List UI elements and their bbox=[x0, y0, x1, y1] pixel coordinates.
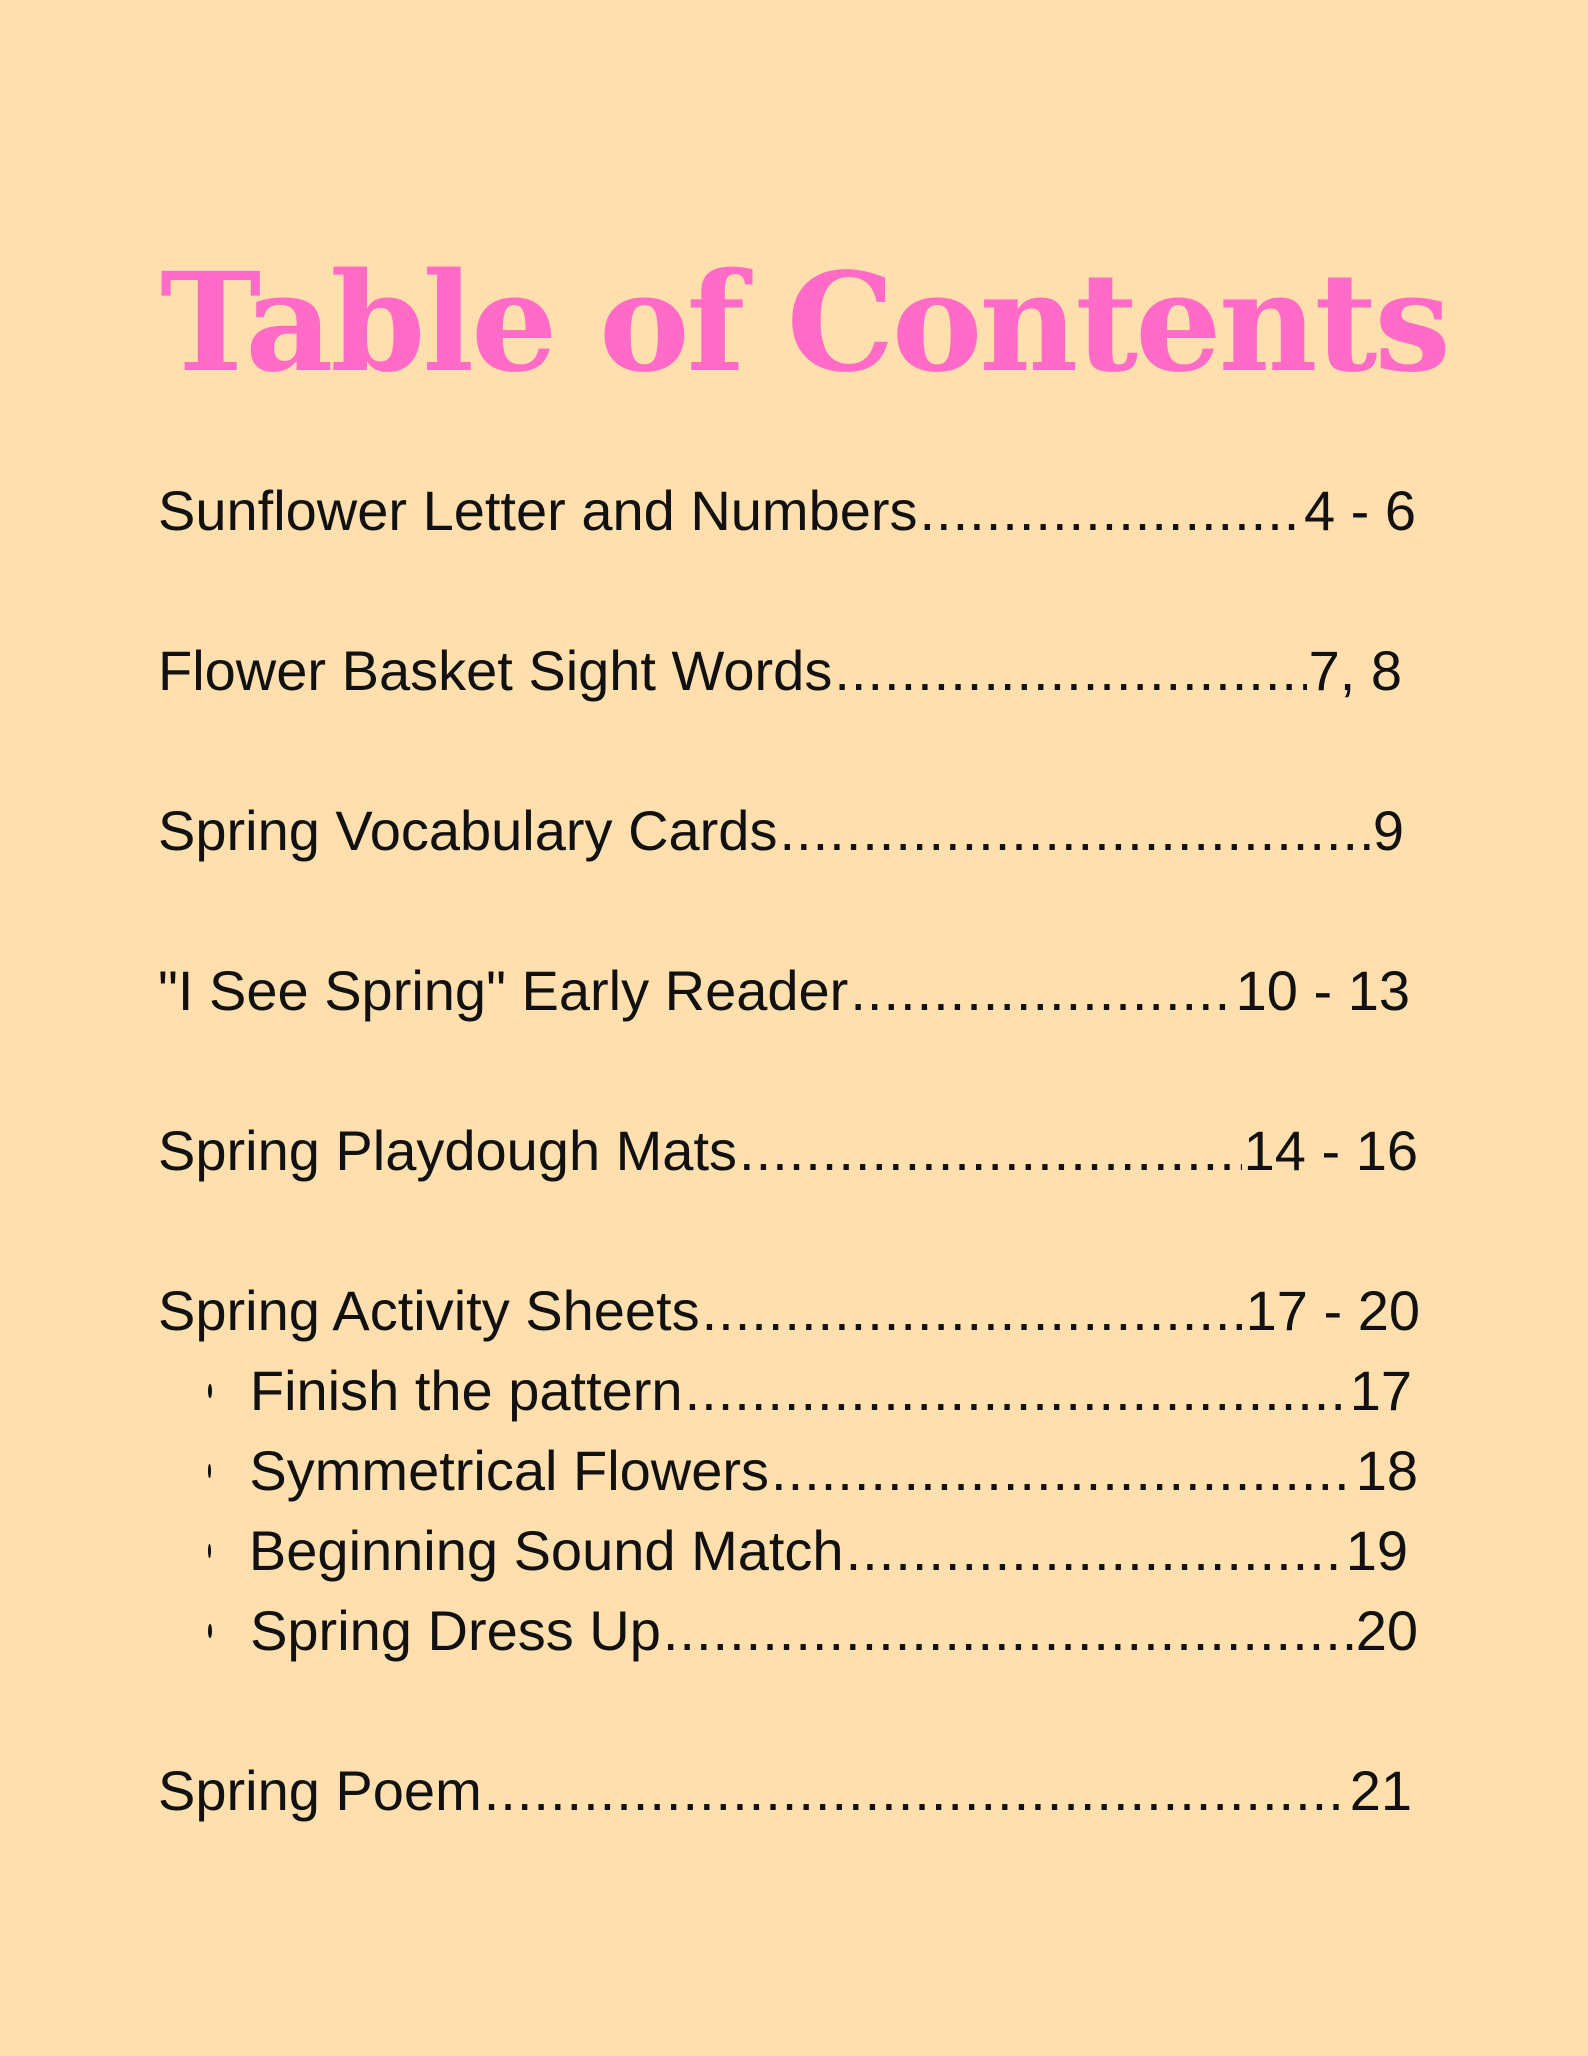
toc-entry bbox=[158, 1756, 1412, 1826]
toc-subentry bbox=[208, 1596, 1418, 1666]
toc-subentry-label: Beginning Sound Match bbox=[248, 1519, 844, 1582]
toc-entry bbox=[158, 1116, 1418, 1186]
leader-dots bbox=[663, 1596, 1354, 1666]
leader-dots bbox=[846, 1516, 1344, 1586]
toc-entry-page: 10 - 13 bbox=[1235, 959, 1410, 1022]
page-title: Table of Contents bbox=[160, 243, 1448, 403]
toc-entry-label: Spring Playdough Mats bbox=[158, 1119, 738, 1182]
toc-subentry-label: Finish the pattern bbox=[249, 1359, 683, 1422]
toc-subentry-label: Spring Dress Up bbox=[250, 1599, 661, 1662]
leader-dots bbox=[920, 476, 1302, 546]
toc-subentry-label: Symmetrical Flowers bbox=[249, 1439, 770, 1502]
toc-entry-label: "I See Spring" Early Reader bbox=[158, 959, 849, 1022]
toc-subentry-page: 17 bbox=[1349, 1359, 1412, 1422]
toc-entry-label: Spring Vocabulary Cards bbox=[158, 799, 778, 862]
toc-entry-label: Spring Poem bbox=[158, 1759, 482, 1822]
toc-entry bbox=[158, 796, 1404, 866]
leader-dots bbox=[834, 636, 1306, 706]
toc-entry-label: Sunflower Letter and Numbers bbox=[158, 479, 918, 542]
leader-dots bbox=[850, 956, 1233, 1026]
toc-entry-page: 7, 8 bbox=[1308, 639, 1402, 702]
toc-entry-label: Spring Activity Sheets bbox=[158, 1279, 700, 1342]
toc-entry-page: 17 - 20 bbox=[1245, 1279, 1420, 1342]
bullet-icon bbox=[208, 1624, 212, 1638]
toc-subentry bbox=[208, 1516, 1408, 1586]
leader-dots bbox=[779, 796, 1370, 866]
toc-subentry-page: 19 bbox=[1345, 1519, 1408, 1582]
toc-entry bbox=[158, 956, 1410, 1026]
toc-entry-page: 21 bbox=[1349, 1759, 1412, 1822]
leader-dots bbox=[771, 1436, 1354, 1506]
leader-dots bbox=[702, 1276, 1244, 1346]
bullet-icon bbox=[208, 1544, 211, 1558]
leader-dots bbox=[685, 1356, 1348, 1426]
toc-subentry bbox=[208, 1356, 1412, 1426]
leader-dots bbox=[484, 1756, 1348, 1826]
bullet-icon bbox=[208, 1464, 211, 1478]
toc-entry bbox=[158, 476, 1416, 546]
toc-entry-page: 4 - 6 bbox=[1303, 479, 1416, 542]
toc-subentry-page: 20 bbox=[1355, 1599, 1418, 1662]
toc-entry-label: Flower Basket Sight Words bbox=[158, 639, 833, 702]
toc-entry-page: 14 - 16 bbox=[1243, 1119, 1418, 1182]
toc-subentry-page: 18 bbox=[1355, 1439, 1418, 1502]
leader-dots bbox=[739, 1116, 1242, 1186]
toc-entry-page: 9 bbox=[1372, 799, 1404, 862]
bullet-icon bbox=[208, 1384, 212, 1398]
toc-entry bbox=[158, 1276, 1420, 1346]
toc-subentry bbox=[208, 1436, 1418, 1506]
toc-entry bbox=[158, 636, 1402, 706]
